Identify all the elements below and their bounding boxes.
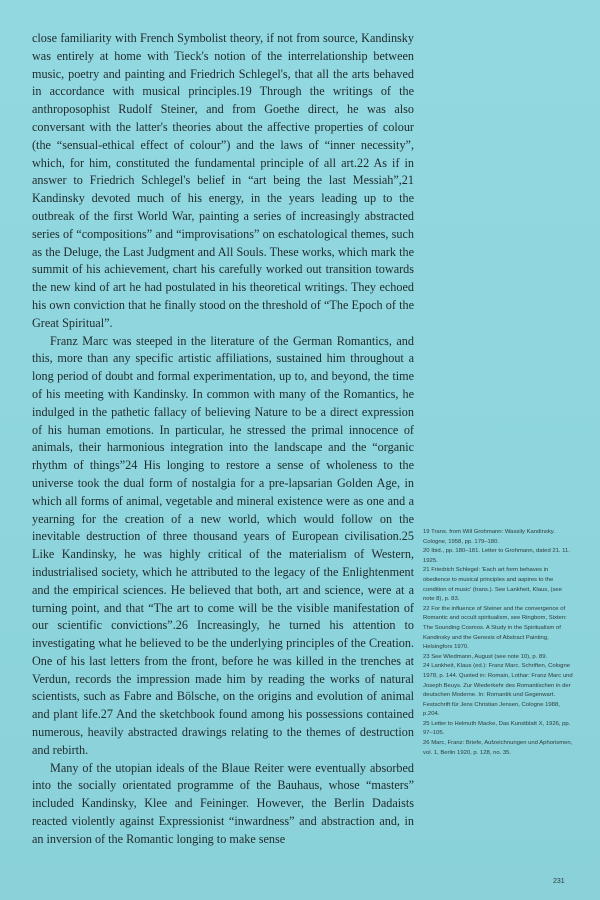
footnote: 25 Letter to Helmuth Macke, Das Kunstblatt X, 1926, pp. 97–105.: [423, 720, 571, 737]
footnotes-column: [423, 528, 575, 758]
main-text-column: [32, 30, 414, 849]
footnote: 26 Marc, Franz: Briefe, Aufzeichnungen und Aphorismen, vol. 1, Berlin 1920, p. 128, no. 35.: [423, 740, 573, 756]
footnote: 20 Ibid., pp. 180–181. Letter to Grohmann, dated 21. 11. 1925.: [423, 548, 570, 564]
body-paragraph: Many of the utopian ideals of the Blaue Reiter were eventually absorbed into the socially orientated programme of the Bauhaus, whose “masters” included Kandinsky, Klee and Feininger. However, the Berlin Dadaists reacted violently against Expressionist “inwardness” and abstraction and, in an inversion of the Romantic longing to make sense: [32, 760, 414, 846]
body-paragraph: close familiarity with French Symbolist theory, if not from source, Kandinsky was entirely at home with Tieck's notion of the interrelationship between music, poetry and painting and Friedrich Schlegel's, that all the arts behaved in accordance with musical principles.19 Through the writings of the anthroposophist Rudolf Steiner, and from Goethe direct, he was also conversant with the latter's theories about the affective properties of colour (the “sensual-ethical effect of colour”) and the laws of “inner necessity”, which, for him, constituted the fundamental principle of all art.22 As if in answer to Friedrich Schlegel's belief in “art being the last Messiah”,21 Kandinsky devoted much of his energy, in the years leading up to the outbreak of the first World War, painting a series of increasingly abstracted series of “compositions” and “improvisations” on eschatological themes, such as the Deluge, the Last Judgment and All Souls. These works, which mark the summit of his achievement, chart his carefully worked out transition towards the new kind of art he had postulated in his theoretical writings. They echoed his own conviction that he finally stood on the threshold of “The Epoch of the Great Spiritual”.: [32, 31, 414, 330]
footnote: 22 For the influence of Steiner and the convergence of Romantic and occult spiritualism, see Ringbom, Sixten: The Sounding Cosmos. A Study in the Spiritualism of Kandinsky and the Genesis of Abstract Painting, Helsingfors 1970.: [423, 605, 567, 651]
footnote: 19 Trans. from Will Grohmann: Wassily Kandinsky. Cologne, 1958, pp. 179–180.: [423, 529, 555, 545]
footnote: 24 Lankheit, Klaus (ed.): Franz Marc. Schriften, Cologne 1978, p. 144. Quoted in: Romain, Lothar: Franz Marc und Joseph Beuys. Zur Wiederkehr des Romantischen in der deutschen Moderne. In: Romantik und Gegenwart. Festschrift für Jens Christian Jensen, Cologne 1988, p.204.: [423, 663, 573, 718]
page-number: 231: [553, 878, 565, 885]
footnote: 21 Friedrich Schlegel: 'Each art form behaves in obedience to musical principles and aspires to the condition of music' (trans.). See Lankheit, Klaus, (see note 8), p. 83.: [423, 567, 562, 603]
body-paragraph: Franz Marc was steeped in the literature of the German Romantics, and this, more than any specific artistic affiliations, sustained him throughout a long period of doubt and formal experimentation, up to, and beyond, the time of his meeting with Kandinsky. In common with many of the Romantics, he indulged in the pathetic fallacy of believing Nature to be a direct expression of his human emotions. In particular, he stressed the primal innocence of animals, their harmonious integration into the landscape and the “organic rhythm of things”24 His longing to restore a sense of wholeness to the universe took the dual form of nostalgia for a pre-lapsarian Golden Age, in which all forms of animal, vegetable and mineral existence were as one and a yearning for the creation of a new world, which would follow on the inevitable destruction of three thousand years of European civilisation.25 Like Kandinsky, he was highly critical of the materialism of Western, industrialised society, which he attributed to the legacy of the Enlightenment and the empirical sciences. He believed that both, art and science, were at a turning point, and that “The art to come will be the visible manifestation of our scientific convictions”.26 Increasingly, he turned his attention to investigating what he believed to be the underlying principles of the Creation. One of his last letters from the front, before he was killed in the trenches at Verdun, records the impression made him by reading the works of natural scientists, such as Fabre and Bölsche, on the origins and evolution of animal and plant life.27 And the sketchbook found among his possessions contained numerous, heavily abstracted drawings relating to the themes of destruction and rebirth.: [32, 333, 414, 757]
footnote: 23 See Wiedmann, August (see note 10), p. 89.: [423, 653, 548, 660]
